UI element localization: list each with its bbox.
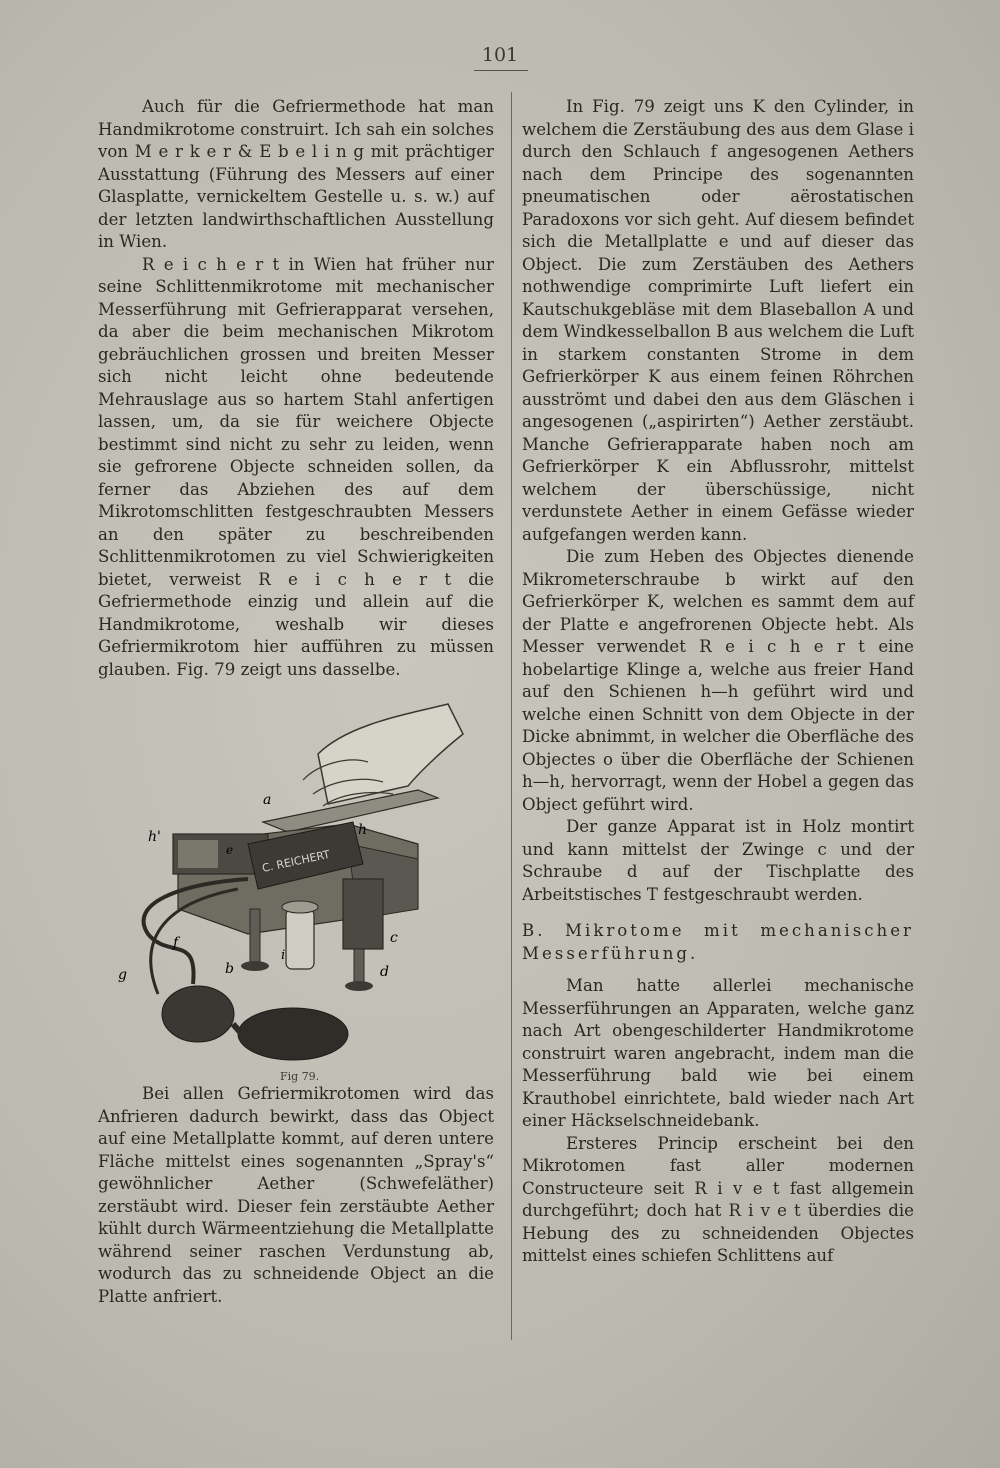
paragraph: Auch für die Gefriermethode hat man Handmikrotome construirt. Ich sah ein solches von M e r k e r & E b e l i n g mit prächtiger Ausstattung (Führung des Messers auf einer Glasplatte, vernickeltem Gestelle u. s. w.) auf der letzten landwirthschaftlichen Ausstellung in Wien. xyxy=(98,97,494,251)
figure-label: b xyxy=(225,961,234,977)
paragraph: Bei allen Gefriermikrotomen wird das Anfrieren dadurch bewirkt, dass das Object auf eine Metallplatte kommt, auf deren untere Fläche mittelst eines sogenannten „Spray's“ gewöhnlicher Aether (Schwefeläther) zerstäubt wird. Dieser fein zerstäubte Aether kühlt durch Wärmeentziehung die Metallplatte während seiner raschen Verdunstung ab, wodurch das zu schneidende Object an die Platte anfriert. xyxy=(98,1084,494,1306)
right-column xyxy=(522,96,914,1268)
column-divider xyxy=(511,92,512,1340)
figure-label: f xyxy=(173,935,179,951)
paragraph: R e i c h e r t in Wien hat früher nur seine Schlittenmikrotome mit mechanischer Messerführung mit Gefrierapparat versehen, da aber die beim mechanischen Mikrotom gebräuchlichen grossen und breiten Messer sich nicht leicht ohne bedeutende Mehrauslage aus so hartem Stahl anfertigen lassen, um, da sie für weichere Objecte bestimmt sind nicht zu sehr zu leiden, wenn sie gefrorene Objecte schneiden sollen, da ferner das Abziehen des auf dem Mikrotomschlitten festgeschraubten Messers an den später zu beschreibenden Schlittenmikrotomen zu viel Schwierigkeiten bietet, verweist R e i c h e r t die Gefriermethode einzig und allein auf die Handmikrotome, weshalb wir dieses Gefriermikrotom hier aufführen zu müssen glauben. Fig. 79 zeigt uns dasselbe. xyxy=(98,254,494,679)
section-heading xyxy=(522,920,914,965)
paragraph: Ersteres Princip erscheint bei den Mikrotomen fast aller modernen Constructeure seit R i v e t fast allgemein durchgeführt; doch hat R i v e t überdies die Hebung des zu schneidenden Objectes mittelst eines schiefen Schlittens auf xyxy=(522,1133,914,1265)
figure-label: i xyxy=(281,948,286,963)
paragraph: Der ganze Apparat ist in Holz montirt und kann mittelst der Zwinge c und der Schraube d auf der Tischplatte des Arbeitstisches T festgeschraubt werden. xyxy=(522,817,914,904)
figure-label: h' xyxy=(148,829,161,845)
paragraph: Die zum Heben des Objectes dienende Mikrometerschraube b wirkt auf den Gefrierkörper K, welchen es sammt dem auf der Platte e angefrorenen Objecte hebt. Als Messer verwendet R e i c h e r t eine hobelartige Klinge a, welche aus freier Hand auf den Schienen h—h geführt wird und welche einen Schnitt von dem Objecte in der Dicke abnimmt, in welcher die Oberfläche des Objectes o über die Oberfläche der Schienen h—h, hervorragt, wenn der Hobel a gegen das Object geführt wird. xyxy=(522,547,914,814)
hand-illustration xyxy=(318,704,463,804)
section-heading-text: B. Mikrotome mit mechanischer Messerführung. xyxy=(522,921,914,963)
figure-caption: Fig 79. xyxy=(280,1070,320,1083)
figure-label: e xyxy=(226,843,234,857)
bulb-a xyxy=(162,986,234,1042)
clamp-c xyxy=(343,879,383,949)
paragraph: In Fig. 79 zeigt uns K den Cylinder, in welchem die Zerstäubung des aus dem Glase i durch den Schlauch f angesogenen Aethers nach dem Principe des sogenannten pneumatischen oder aërostatischen Paradoxons vor sich geht. Auf diesem befindet sich die Metallplatte e und auf dieser das Object. Die zum Zerstäuben des Aethers nothwendige comprimirte Luft liefert ein Kautschukgebläse mit dem Blaseballon A und dem Windkesselballon B aus welchem die Luft in starkem constanten Strome in dem Gefrierkörper K aus einem feinen Röhrchen ausströmt und dabei den aus dem Gläschen i angesogenen („aspirirten“) Aether zerstäubt. Manche Gefrierapparate haben noch am Gefrierkörper K ein Abflussrohr, mittelst welchem der überschüssige, nicht verdunstete Aether in einem Gefässe wieder aufgefangen werden kann. xyxy=(522,97,914,544)
screw-b xyxy=(250,909,260,964)
figure-label: d xyxy=(380,964,389,980)
page-number: 101 xyxy=(481,44,519,66)
figure-label: c xyxy=(390,930,398,946)
microtome-engraving xyxy=(118,694,478,1066)
figure-label: a xyxy=(263,792,272,808)
left-column-top xyxy=(98,96,494,681)
bulb-b xyxy=(238,1008,348,1060)
figure-label: h xyxy=(358,822,368,838)
paragraph: Man hatte allerlei mechanische Messerführungen an Apparaten, welche ganz nach Art obengeschilderter Handmikrotome construirt waren angebracht, indem man die Messerführung bald wie bei einem Krauthobel einrichtete, bald wieder nach Art einer Häckselschneidebank. xyxy=(522,976,914,1130)
maker-mark: C. REICHERT xyxy=(260,847,332,875)
left-column-bottom xyxy=(98,1083,494,1308)
ether-glass-i xyxy=(286,909,314,969)
figure-label: g xyxy=(118,967,127,983)
figure-79-freezing-microtome xyxy=(118,694,478,1066)
screw-d xyxy=(354,949,364,984)
page-number-underline xyxy=(474,70,528,71)
